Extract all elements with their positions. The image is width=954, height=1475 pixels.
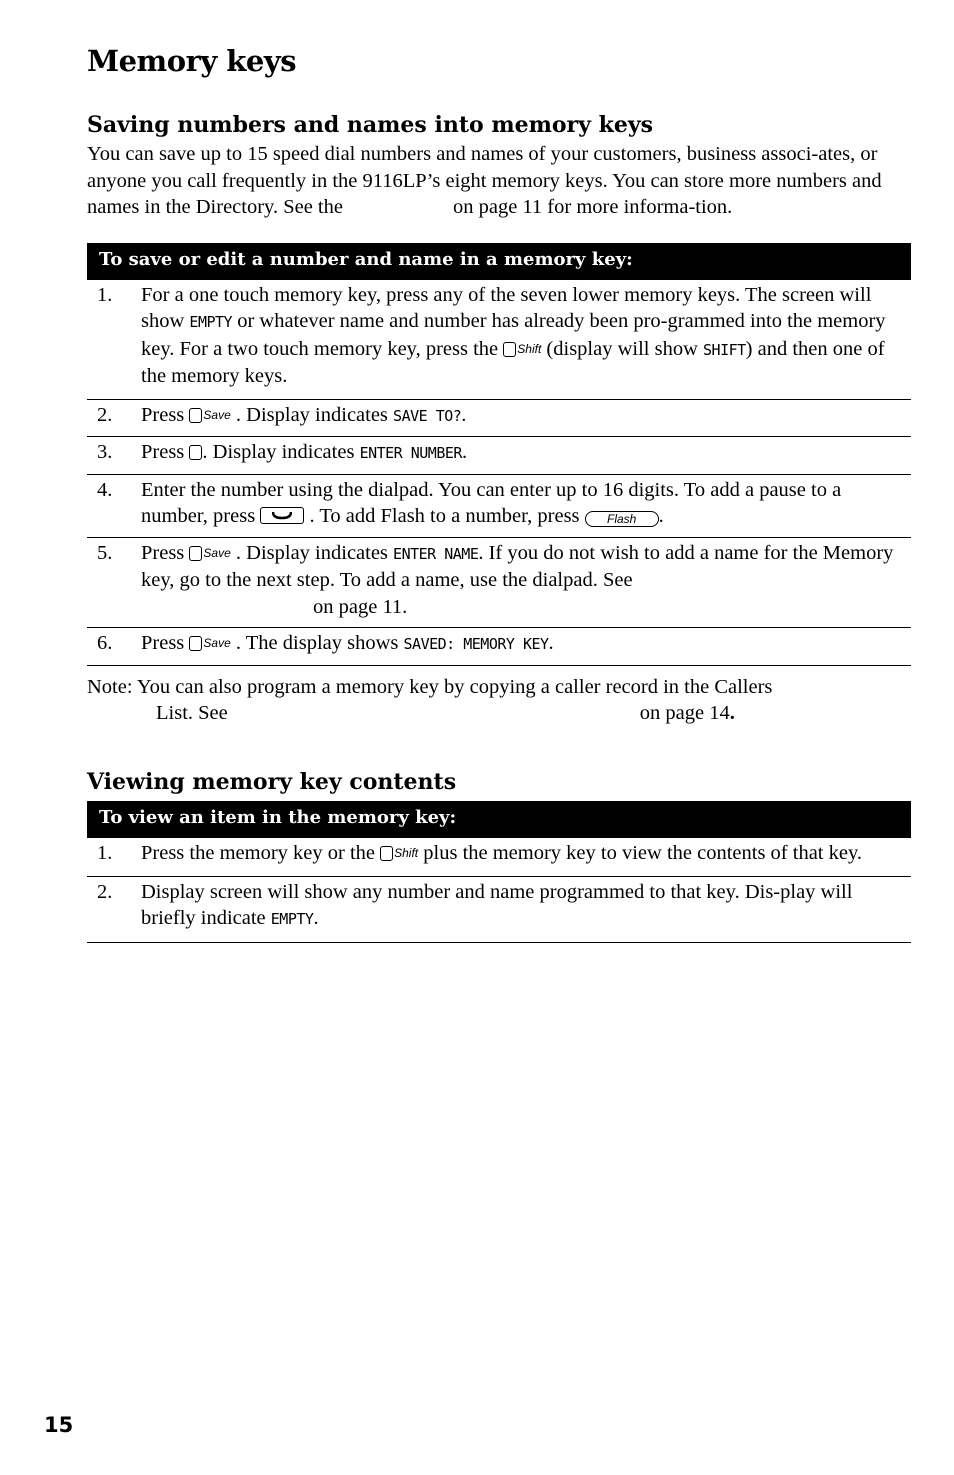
flash-key-icon: Flash bbox=[585, 511, 659, 527]
page-title: Memory keys bbox=[87, 44, 297, 78]
section-heading-viewing: Viewing memory key contents bbox=[87, 769, 457, 795]
display-text: ENTER NAME bbox=[393, 544, 479, 563]
intro-text-after: on page 11 for more informa-tion. bbox=[452, 196, 733, 218]
section-saving bbox=[87, 112, 911, 727]
table-row: 4. Enter the number using the dialpad. You can enter up to 16 digits. To add a pause to a number, press . To add Flash to a number, press Flash . bbox=[87, 475, 911, 538]
save-key-icon bbox=[189, 408, 202, 423]
display-text: EMPTY bbox=[189, 313, 233, 331]
table-row: 2. Display screen will show any number and name programmed to that key. Dis-play will briefly indicate EMPTY. bbox=[87, 877, 911, 943]
display-text: ENTER NUMBER bbox=[359, 444, 462, 462]
section-heading-saving: Saving numbers and names into memory keys bbox=[87, 112, 653, 138]
table-row: 1. For a one touch memory key, press any of the seven lower memory keys. The screen will show EMPTY or whatever name and number has already been pro-grammed into the memory key. For a two touch memory key, press the Shift (display will show SHIFT) and then one of the memory keys. bbox=[87, 280, 911, 400]
display-text: SAVE TO? bbox=[393, 406, 462, 425]
note-paragraph: Note: You can also program a memory key by copying a caller record in the Callers List. See on page 14. bbox=[87, 675, 773, 724]
blank-key-icon bbox=[189, 445, 202, 460]
pause-key-icon bbox=[260, 507, 304, 524]
display-text: EMPTY bbox=[270, 910, 314, 928]
save-key-icon bbox=[189, 636, 202, 651]
table-row: 6. Press Save . The display shows SAVED: MEMORY KEY. bbox=[87, 628, 911, 666]
save-key-icon bbox=[189, 546, 202, 561]
shift-key-icon bbox=[380, 846, 393, 861]
table-row: 2. Press Save . Display indicates SAVE TO?. bbox=[87, 400, 911, 438]
intro-paragraph bbox=[87, 141, 911, 221]
table-row: 3. Press . Display indicates ENTER NUMBER. bbox=[87, 437, 911, 475]
table-row: 1. Press the memory key or the Shift plus the memory key to view the contents of that key. bbox=[87, 838, 911, 877]
section-viewing bbox=[87, 769, 911, 943]
table-header-save: To save or edit a number and name in a memory key: bbox=[87, 243, 911, 280]
display-text: SHIFT bbox=[703, 340, 746, 359]
table-row: 5. Press Save . Display indicates ENTER NAME. If you do not wish to add a name for the Memory key, go to the next step. To add a name, use the dialpad. See on page 11. bbox=[87, 538, 911, 629]
display-text: SAVED: MEMORY KEY bbox=[403, 635, 549, 653]
table-header-view: To view an item in the memory key: bbox=[87, 801, 911, 838]
intro-text-before: You can save up to 15 speed dial numbers and names of your customers, business associ-ates, or anyone you call frequently in the 9116LP’s eight memory keys. You can store more numbers and names in the Directory. See the bbox=[87, 143, 882, 218]
shift-key-icon bbox=[503, 342, 516, 357]
page-number: 15 bbox=[44, 1413, 74, 1437]
